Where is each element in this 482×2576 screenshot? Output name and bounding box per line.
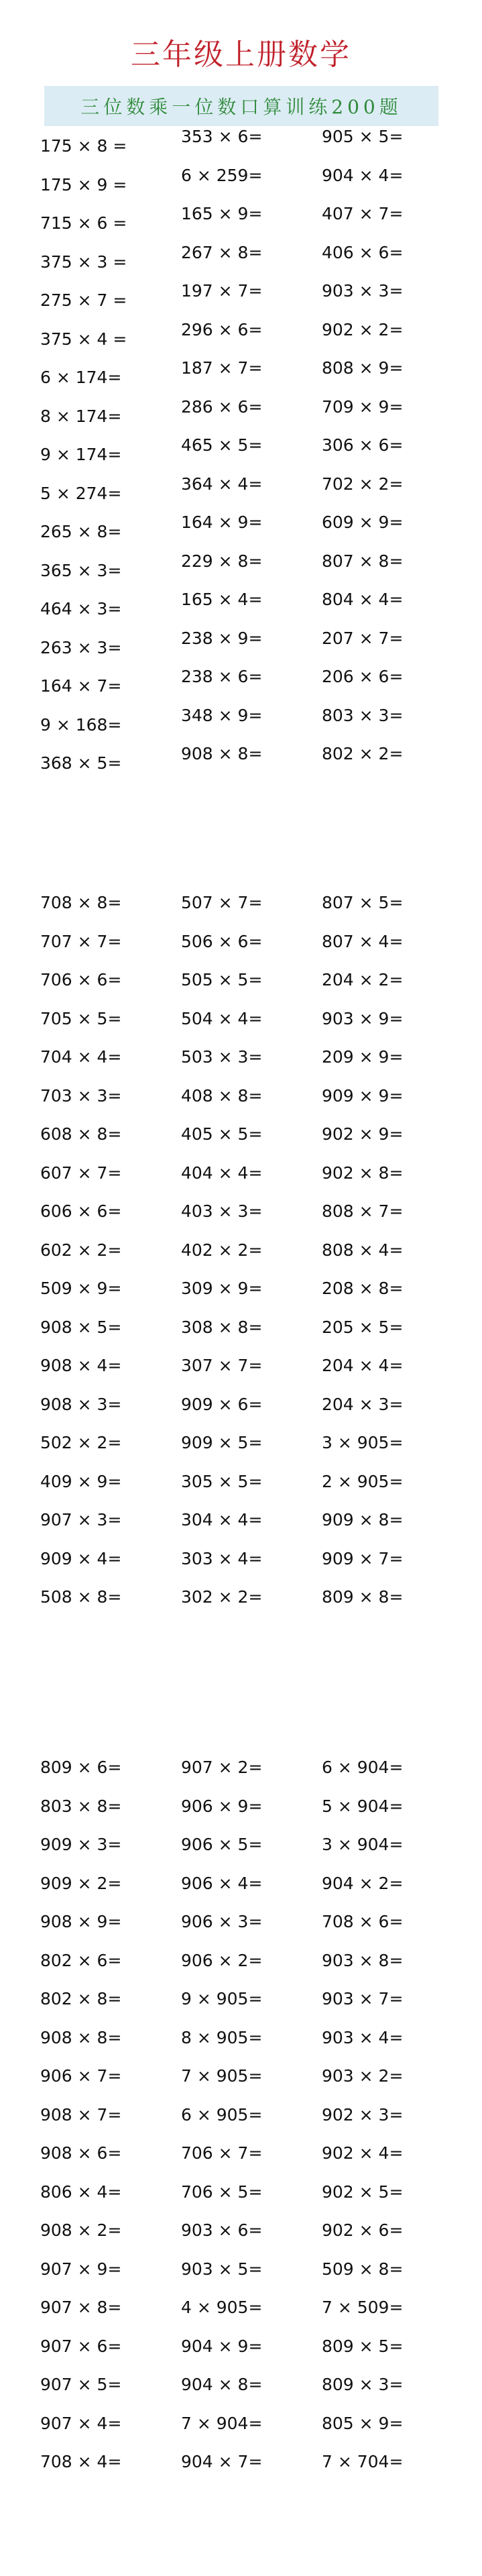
math-problem: 907 × 6= (40, 2336, 122, 2356)
math-problem: 903 × 4= (322, 2027, 404, 2047)
math-problem: 3 × 904= (322, 1835, 404, 1854)
math-problem: 907 × 4= (40, 2413, 122, 2433)
math-problem: 908 × 5= (40, 1317, 122, 1337)
math-problem: 809 × 3= (322, 2375, 404, 2394)
math-problem: 9 × 168= (40, 714, 122, 735)
math-problem: 703 × 3= (40, 1085, 122, 1106)
math-problem: 902 × 6= (322, 2220, 404, 2240)
math-problem: 909 × 8= (322, 1510, 404, 1529)
math-problem: 175 × 9 = (40, 174, 127, 195)
math-problem: 904 × 9= (181, 2336, 263, 2356)
math-problem: 902 × 3= (322, 2104, 404, 2125)
math-problem: 808 × 9= (322, 358, 404, 378)
problem-column-3 (322, 893, 463, 1626)
math-problem: 803 × 8= (40, 1796, 122, 1816)
math-problem: 408 × 8= (181, 1085, 263, 1106)
math-problem: 375 × 3 = (40, 252, 127, 272)
math-problem: 904 × 2= (322, 1873, 404, 1893)
math-problem: 7 × 509= (322, 2298, 404, 2317)
math-problem: 903 × 2= (322, 2066, 404, 2086)
math-problem: 404 × 4= (181, 1163, 263, 1183)
math-problem: 207 × 7= (322, 628, 404, 648)
math-problem: 905 × 5= (322, 127, 404, 146)
math-problem: 508 × 8= (40, 1587, 122, 1607)
math-problem: 353 × 6= (181, 127, 263, 146)
math-problem: 375 × 4 = (40, 329, 127, 349)
math-problem: 8 × 905= (181, 2027, 263, 2047)
math-problem: 808 × 7= (322, 1201, 404, 1221)
math-problem: 908 × 6= (40, 2143, 122, 2163)
math-problem: 6 × 904= (322, 1758, 404, 1777)
math-problem: 906 × 5= (181, 1835, 263, 1854)
math-problem: 904 × 4= (322, 165, 404, 185)
math-problem: 304 × 4= (181, 1510, 263, 1529)
math-problem: 303 × 4= (181, 1548, 263, 1568)
math-problem: 806 × 4= (40, 2182, 122, 2202)
math-problem: 808 × 4= (322, 1240, 404, 1260)
math-problem: 465 × 5= (181, 435, 263, 455)
math-problem: 364 × 4= (181, 474, 263, 494)
math-problem: 267 × 8= (181, 242, 263, 262)
math-problem: 706 × 7= (181, 2143, 263, 2163)
math-problem: 706 × 5= (181, 2182, 263, 2202)
math-problem: 204 × 2= (322, 970, 404, 989)
problem-column-3 (322, 1758, 463, 2491)
math-problem: 708 × 4= (40, 2452, 122, 2471)
math-problem: 908 × 9= (40, 1912, 122, 1931)
math-problem: 405 × 5= (181, 1124, 263, 1144)
math-problem: 907 × 3= (40, 1510, 122, 1529)
math-problem: 263 × 3= (40, 637, 122, 657)
math-problem: 909 × 5= (181, 1433, 263, 1452)
math-problem: 5 × 274= (40, 483, 122, 503)
math-problem: 187 × 7= (181, 358, 263, 378)
math-problem: 197 × 7= (181, 281, 263, 301)
math-problem: 4 × 905= (181, 2298, 263, 2317)
math-problem: 402 × 2= (181, 1240, 263, 1260)
math-problem: 906 × 9= (181, 1796, 263, 1816)
math-problem: 365 × 3= (40, 560, 122, 580)
math-problem: 705 × 5= (40, 1008, 122, 1028)
math-problem: 907 × 5= (40, 2375, 122, 2394)
page-subtitle: 三位数乘一位数口算训练200题 (80, 96, 402, 118)
math-problem: 809 × 6= (40, 1758, 122, 1777)
math-problem: 2 × 905= (322, 1471, 404, 1491)
math-problem: 602 × 2= (40, 1240, 122, 1260)
problem-column-2 (181, 893, 322, 1626)
math-problem: 368 × 5= (40, 753, 122, 773)
math-problem: 903 × 8= (322, 1950, 404, 1970)
math-problem: 286 × 6= (181, 396, 263, 417)
math-problem: 909 × 6= (181, 1394, 263, 1414)
math-problem: 164 × 9= (181, 513, 263, 532)
problem-column-2 (181, 127, 322, 783)
math-problem: 807 × 5= (322, 893, 404, 912)
math-problem: 606 × 6= (40, 1201, 122, 1221)
math-problem: 348 × 9= (181, 705, 263, 725)
math-problem: 5 × 904= (322, 1796, 404, 1816)
math-problem: 9 × 905= (181, 1989, 263, 2008)
math-problem: 902 × 5= (322, 2182, 404, 2202)
page-title: 三年级上册数学 (131, 38, 351, 72)
math-problem: 807 × 8= (322, 551, 404, 571)
math-problem: 802 × 6= (40, 1950, 122, 1970)
math-problem: 908 × 2= (40, 2220, 122, 2240)
math-problem: 908 × 8= (181, 744, 263, 763)
math-problem: 907 × 8= (40, 2298, 122, 2317)
problem-column-3 (322, 127, 463, 783)
math-problem: 8 × 174= (40, 406, 122, 426)
math-problem: 902 × 8= (322, 1163, 404, 1183)
math-problem: 908 × 4= (40, 1356, 122, 1375)
math-problem: 906 × 2= (181, 1950, 263, 1970)
math-problem: 607 × 7= (40, 1163, 122, 1183)
math-problem: 509 × 9= (40, 1279, 122, 1298)
problem-column-1 (40, 136, 181, 792)
math-problem: 7 × 704= (322, 2452, 404, 2471)
math-problem: 302 × 2= (181, 1587, 263, 1607)
math-problem: 608 × 8= (40, 1124, 122, 1144)
math-problem: 305 × 5= (181, 1471, 263, 1491)
math-problem: 908 × 7= (40, 2104, 122, 2125)
math-problem: 206 × 6= (322, 667, 404, 686)
math-problem: 307 × 7= (181, 1356, 263, 1375)
math-problem: 609 × 9= (322, 513, 404, 532)
math-problem: 709 × 9= (322, 396, 404, 417)
math-problem: 464 × 3= (40, 599, 122, 619)
math-problem: 903 × 7= (322, 1989, 404, 2008)
math-problem: 802 × 8= (40, 1989, 122, 2008)
problem-column-2 (181, 1758, 322, 2491)
math-problem: 506 × 6= (181, 931, 263, 951)
math-problem: 175 × 8 = (40, 136, 127, 156)
math-problem: 164 × 7= (40, 676, 122, 696)
problem-column-1 (40, 893, 181, 1626)
math-problem: 6 × 905= (181, 2104, 263, 2125)
math-problem: 902 × 9= (322, 1124, 404, 1144)
math-problem: 403 × 3= (181, 1201, 263, 1221)
math-problem: 907 × 2= (181, 1758, 263, 1777)
math-problem: 204 × 4= (322, 1356, 404, 1375)
math-problem: 902 × 4= (322, 2143, 404, 2163)
math-problem: 706 × 6= (40, 970, 122, 989)
math-problem: 904 × 7= (181, 2452, 263, 2471)
math-problem: 804 × 4= (322, 590, 404, 609)
math-problem: 903 × 9= (322, 1008, 404, 1028)
math-problem: 6 × 259= (181, 165, 263, 185)
math-problem: 704 × 4= (40, 1047, 122, 1067)
math-problem: 903 × 5= (181, 2259, 263, 2279)
math-problem: 238 × 6= (181, 667, 263, 686)
math-problem: 296 × 6= (181, 319, 263, 339)
math-problem: 708 × 6= (322, 1912, 404, 1931)
math-problem: 509 × 8= (322, 2259, 404, 2279)
math-problem: 165 × 9= (181, 204, 263, 223)
math-problem: 309 × 9= (181, 1279, 263, 1298)
math-problem: 802 × 2= (322, 744, 404, 763)
math-problem: 209 × 9= (322, 1047, 404, 1067)
math-problem: 906 × 3= (181, 1912, 263, 1931)
math-problem: 909 × 3= (40, 1835, 122, 1854)
problem-column-1 (40, 1758, 181, 2491)
math-problem: 903 × 3= (322, 281, 404, 301)
math-problem: 505 × 5= (181, 970, 263, 989)
math-problem: 902 × 2= (322, 319, 404, 339)
math-problem: 208 × 8= (322, 1279, 404, 1298)
math-problem: 205 × 5= (322, 1317, 404, 1337)
math-problem: 807 × 4= (322, 931, 404, 951)
math-problem: 909 × 7= (322, 1548, 404, 1568)
math-problem: 908 × 3= (40, 1394, 122, 1414)
subtitle-banner (44, 86, 438, 126)
math-problem: 803 × 3= (322, 705, 404, 725)
math-problem: 409 × 9= (40, 1471, 122, 1491)
math-problem: 275 × 7 = (40, 290, 127, 310)
math-problem: 503 × 3= (181, 1047, 263, 1067)
math-problem: 909 × 2= (40, 1873, 122, 1893)
math-problem: 238 × 9= (181, 628, 263, 648)
math-problem: 903 × 6= (181, 2220, 263, 2240)
math-problem: 805 × 9= (322, 2413, 404, 2433)
math-problem: 7 × 905= (181, 2066, 263, 2086)
math-problem: 908 × 8= (40, 2027, 122, 2047)
math-problem: 715 × 6 = (40, 213, 127, 233)
math-problem: 6 × 174= (40, 368, 122, 387)
math-problem: 809 × 8= (322, 1587, 404, 1607)
math-problem: 904 × 8= (181, 2375, 263, 2394)
math-problem: 3 × 905= (322, 1433, 404, 1452)
math-problem: 906 × 7= (40, 2066, 122, 2086)
math-problem: 906 × 4= (181, 1873, 263, 1893)
math-problem: 809 × 5= (322, 2336, 404, 2356)
math-problem: 909 × 9= (322, 1085, 404, 1106)
math-problem: 7 × 904= (181, 2413, 263, 2433)
math-problem: 165 × 4= (181, 590, 263, 609)
math-problem: 507 × 7= (181, 893, 263, 912)
math-problem: 204 × 3= (322, 1394, 404, 1414)
math-problem: 265 × 8= (40, 522, 122, 541)
math-problem: 907 × 9= (40, 2259, 122, 2279)
math-problem: 502 × 2= (40, 1433, 122, 1452)
math-problem: 702 × 2= (322, 474, 404, 494)
math-problem: 229 × 8= (181, 551, 263, 571)
math-problem: 308 × 8= (181, 1317, 263, 1337)
math-problem: 504 × 4= (181, 1008, 263, 1028)
math-problem: 407 × 7= (322, 204, 404, 223)
math-problem: 909 × 4= (40, 1548, 122, 1568)
math-problem: 9 × 174= (40, 445, 122, 464)
math-problem: 406 × 6= (322, 242, 404, 262)
math-problem: 708 × 8= (40, 893, 122, 912)
math-problem: 707 × 7= (40, 931, 122, 951)
math-problem: 306 × 6= (322, 435, 404, 455)
